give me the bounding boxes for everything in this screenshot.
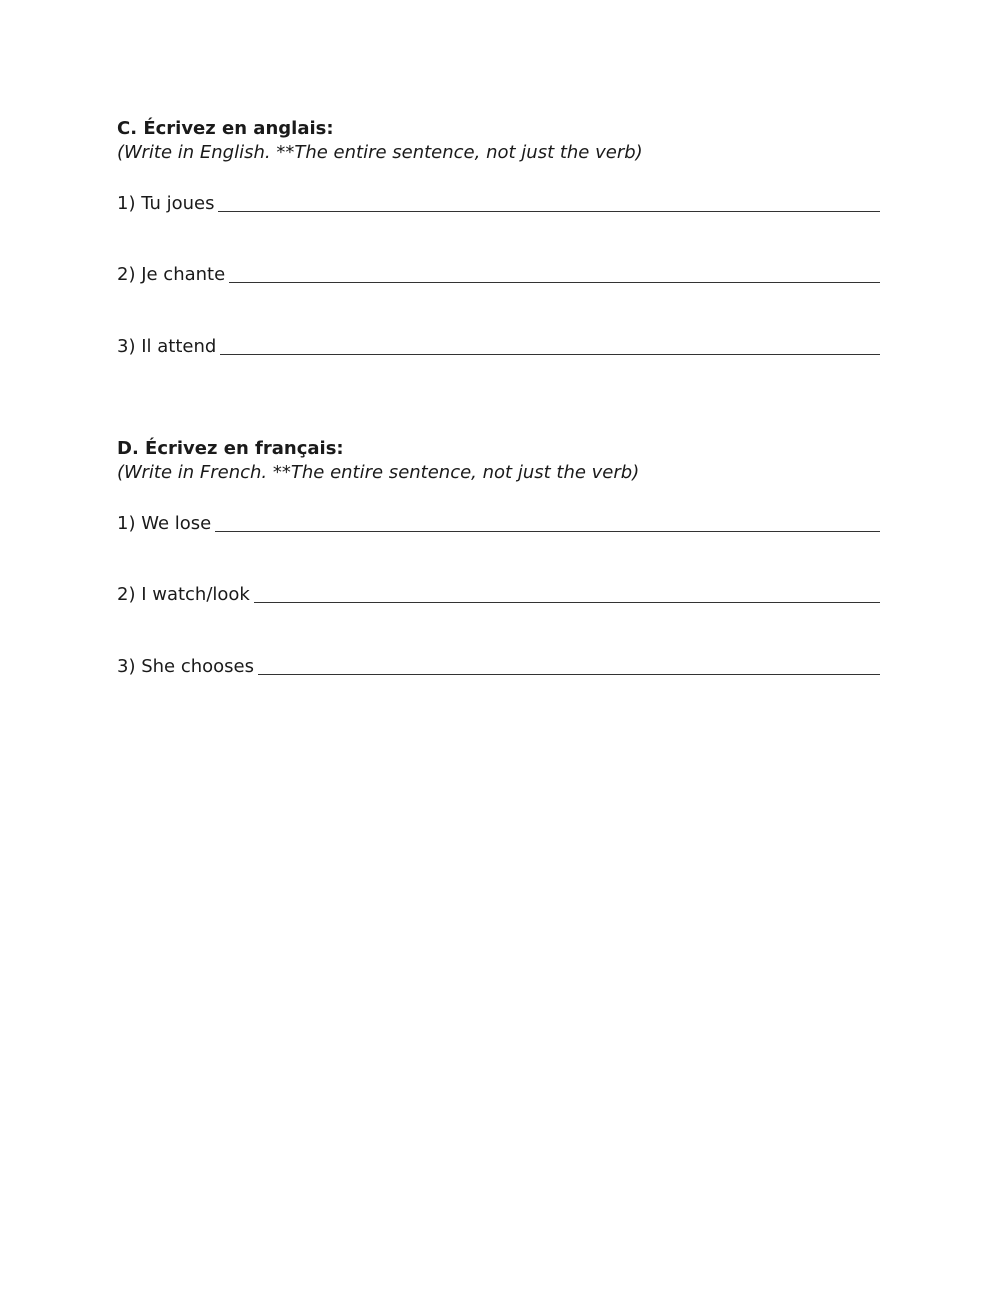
section-d [117,437,882,677]
question-d3-label: 3) She chooses [117,656,254,677]
answer-line-d3[interactable] [258,656,880,675]
question-c1-label: 1) Tu joues [117,193,215,214]
question-d3 [117,653,880,679]
section-d-instructions: (Write in French. **The entire sentence, not just the verb) [117,462,640,483]
answer-line-d2[interactable] [254,584,880,603]
question-d1 [117,510,880,536]
answer-line-c1[interactable] [218,193,880,212]
section-d-title: D. Écrivez en français: [117,438,344,459]
section-c [117,117,882,357]
question-c1 [117,190,880,216]
question-c2-label: 2) Je chante [117,264,226,285]
answer-line-c3[interactable] [220,336,880,355]
question-d1-label: 1) We lose [117,513,212,534]
answer-line-c2[interactable] [229,264,880,283]
question-d2-label: 2) I watch/look [117,584,250,605]
question-c2 [117,261,880,287]
answer-line-d1[interactable] [215,513,880,532]
question-d2 [117,581,880,607]
question-c3 [117,333,880,359]
section-c-instructions: (Write in English. **The entire sentence, not just the verb) [117,142,643,163]
section-c-title: C. Écrivez en anglais: [117,118,334,139]
question-c3-label: 3) Il attend [117,336,217,357]
